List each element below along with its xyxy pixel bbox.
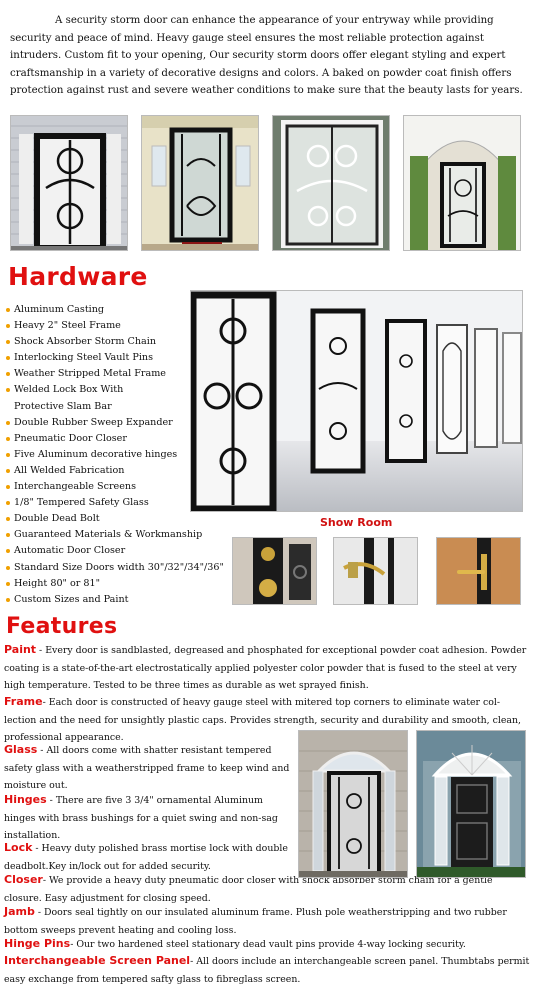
feature-body: - Each door is constructed of heavy gauge steel with mitered top corners to eliminate water col-lection and the need for unsightly plastic caps. Provides strength, security and durability and smooth, clean, professional appearance. bbox=[4, 697, 522, 744]
feature-body: - All doors include an interchangeable screen panel. Thumbtabs permit easy exchange from tempered safty glass to fibreglass screen. bbox=[4, 956, 530, 985]
hardware-item: Pneumatic Door Closer bbox=[6, 431, 191, 447]
hardware-item: Custom Sizes and Paint bbox=[6, 592, 191, 608]
hardware-item: Standard Size Doors width 30"/32"/34"/36" bbox=[6, 560, 191, 576]
feature-title: Hinge Pins bbox=[4, 937, 71, 950]
feature-title: Lock bbox=[4, 841, 33, 854]
door-photo-porch bbox=[141, 115, 259, 251]
feature-hinges bbox=[4, 791, 294, 845]
showroom-photo bbox=[190, 290, 523, 512]
feature-body: - Every door is sandblasted, degreased and phosphated for exceptional powder coat adhesion. Powder coating is a state-of-the-art electrostatically applied polyester color powder that is fused to the steel at very high temperature. Tested to be three times as durable as wet sprayed finish. bbox=[4, 645, 527, 692]
hardware-item-continuation: Protective Slam Bar bbox=[14, 400, 112, 412]
hardware-item: Interlocking Steel Vault Pins bbox=[6, 350, 191, 366]
feature-title: Glass bbox=[4, 743, 38, 756]
feature-paint bbox=[4, 641, 532, 695]
feature-jamb bbox=[4, 903, 532, 939]
lock-detail-photo-handle bbox=[436, 537, 521, 605]
feature-body: - All doors come with shatter resistant tempered safety glass with a weatherstripped frame to keep wind and moisture out. bbox=[4, 745, 290, 792]
hardware-item: Welded Lock Box With bbox=[6, 382, 191, 398]
feature-body: - Heavy duty polished brass mortise lock with double deadbolt.Key in/lock out for added security. bbox=[4, 843, 288, 872]
feature-body: - There are five 3 3/4" ornamental Aluminum hinges with brass bushings for a quiet swing and non-sag installation. bbox=[4, 795, 278, 842]
door-photo-arched-entry bbox=[403, 115, 521, 251]
feature-body: - We provide a heavy duty pneumatic door closer with shock absorber storm chain for a gentle closure. Easy adjustment for closing speed. bbox=[4, 875, 493, 904]
features-heading: Features bbox=[6, 614, 118, 639]
hardware-item: Weather Stripped Metal Frame bbox=[6, 366, 191, 382]
feature-title: Hinges bbox=[4, 793, 47, 806]
feature-title: Interchangeable Screen Panel bbox=[4, 954, 191, 967]
hardware-heading: Hardware bbox=[8, 262, 148, 291]
feature-lock bbox=[4, 839, 294, 875]
hardware-item: Guaranteed Materials & Workmanship bbox=[6, 527, 191, 543]
hardware-item: Aluminum Casting bbox=[6, 302, 191, 318]
hardware-item: Five Aluminum decorative hinges bbox=[6, 447, 191, 463]
hardware-item: Height 80" or 81" bbox=[6, 576, 191, 592]
feature-glass bbox=[4, 741, 294, 795]
hardware-list bbox=[6, 302, 224, 608]
feature-title: Closer bbox=[4, 873, 43, 886]
feature-screen-panel bbox=[4, 952, 532, 988]
feature-body: - Our two hardened steel stationary dead vault pins provide 4-way locking security. bbox=[70, 939, 466, 950]
feature-title: Paint bbox=[4, 643, 37, 656]
feature-title: Jamb bbox=[4, 905, 35, 918]
hardware-item: Shock Absorber Storm Chain bbox=[6, 334, 191, 350]
hardware-item: Heavy 2" Steel Frame bbox=[6, 318, 191, 334]
feature-hinge-pins bbox=[4, 935, 532, 954]
showroom-caption: Show Room bbox=[320, 516, 393, 529]
hardware-item: 1/8" Tempered Safety Glass bbox=[6, 495, 191, 511]
feature-body: - Doors seal tightly on our insulated aluminum frame. Plush pole weatherstripping and two rubber bottom sweeps prevent heating and cooling loss. bbox=[4, 907, 507, 936]
intro-paragraph: A security storm door can enhance the appearance of your entryway while providing security and peace of mind. Heavy gauge steel ensures the most reliable protection against intruders. Custom fit to your opening, Our security storm doors offer elegant styling and expert craftsmanship in a variety of decorative designs and colors. A baked on powder coat finish offers protection against rust and severe weather conditions to make sure that the beauty lasts for years. bbox=[10, 15, 523, 96]
door-photo-fanlight bbox=[416, 730, 526, 878]
lock-detail-photo-hinge bbox=[333, 537, 418, 605]
hardware-item: Double Dead Bolt bbox=[6, 511, 191, 527]
feature-title: Frame bbox=[4, 695, 43, 708]
door-photo-white-frame bbox=[272, 115, 390, 251]
hardware-item: Interchangeable Screens bbox=[6, 479, 191, 495]
hardware-item: All Welded Fabrication bbox=[6, 463, 191, 479]
door-photo-house-siding bbox=[10, 115, 128, 251]
hardware-item: Double Rubber Sweep Expander bbox=[6, 415, 191, 431]
hardware-item: Automatic Door Closer bbox=[6, 543, 191, 559]
door-photo-arched-window bbox=[298, 730, 408, 878]
lock-detail-photo-deadbolt bbox=[232, 537, 317, 605]
